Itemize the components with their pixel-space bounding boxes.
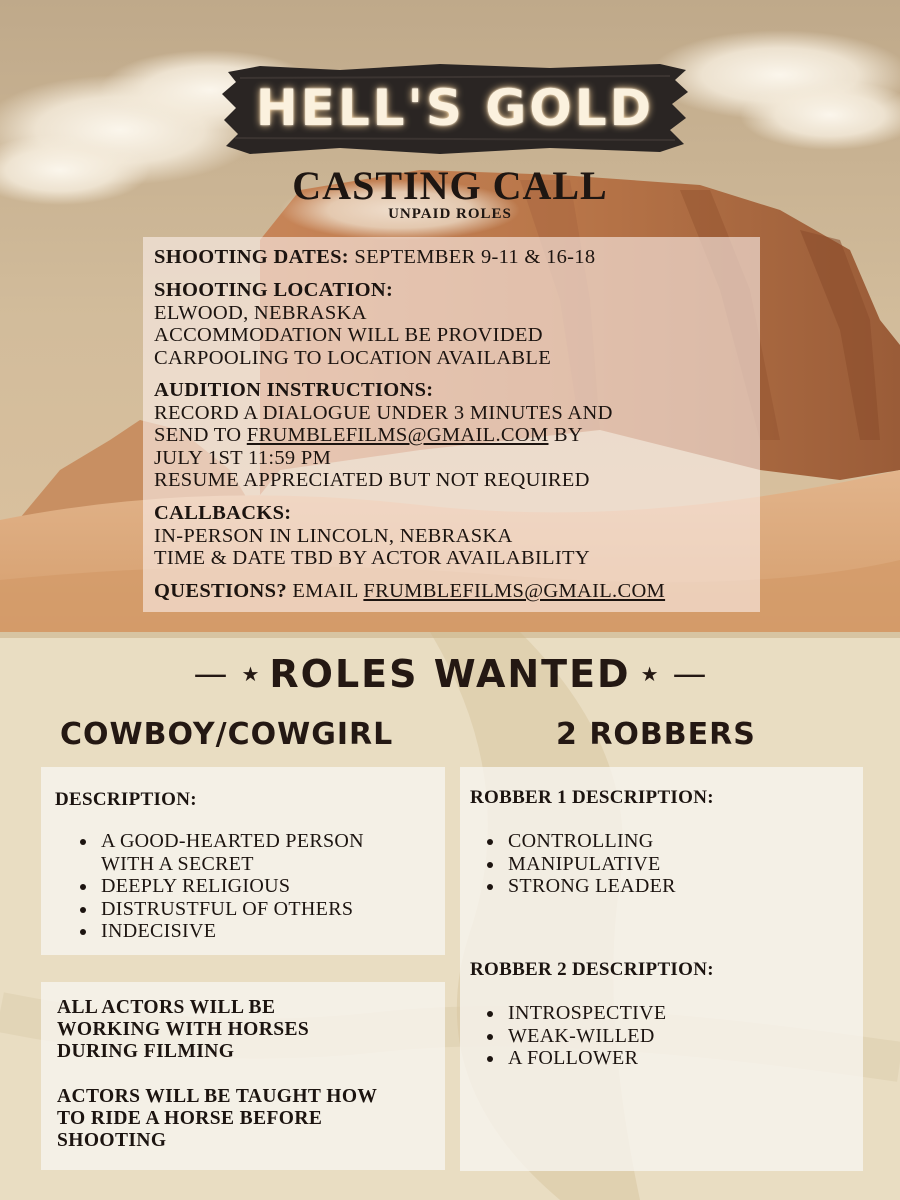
questions-email-link[interactable]: FRUMBLEFILMS@GMAIL.COM — [363, 580, 666, 602]
audition-instructions-label: AUDITION INSTRUCTIONS: — [154, 379, 434, 401]
list-item: STRONG LEADER — [474, 875, 844, 898]
robber1-traits-list — [474, 830, 844, 898]
audition-email-link[interactable]: FRUMBLEFILMS@GMAIL.COM — [246, 424, 549, 446]
questions: QUESTIONS? EMAIL FRUMBLEFILMS@GMAIL.COM — [154, 580, 666, 602]
left-dash: — — [193, 654, 228, 694]
roles-section — [0, 632, 900, 1200]
shooting-info-panel — [143, 237, 760, 612]
list-item: MANIPULATIVE — [474, 853, 844, 876]
carpooling-note: CARPOOLING TO LOCATION AVAILABLE — [154, 346, 552, 369]
shooting-location — [154, 279, 752, 369]
unpaid-roles-tagline: UNPAID ROLES — [388, 206, 512, 222]
callbacks-location: IN-PERSON IN LINCOLN, NEBRASKA — [154, 524, 513, 547]
riding-lessons-note: ACTORS WILL BE TAUGHT HOW TO RIDE A HORSE BEFORE SHOOTING — [57, 1086, 377, 1151]
role-title-cowboy: COWBOY/COWGIRL — [60, 717, 394, 752]
cowboy-description-card — [41, 767, 445, 955]
left-star-icon: ★ — [241, 663, 260, 686]
roles-wanted-title: ROLES WANTED — [269, 652, 631, 696]
shooting-dates-value: SEPTEMBER 9-11 & 16-18 — [354, 246, 596, 268]
robber2-heading: ROBBER 2 DESCRIPTION: — [470, 959, 714, 980]
resume-note: RESUME APPRECIATED BUT NOT REQUIRED — [154, 469, 590, 491]
questions-label: QUESTIONS? — [154, 580, 287, 602]
right-star-icon: ★ — [640, 663, 659, 686]
right-dash: — — [672, 654, 707, 694]
casting-call-heading: CASTING CALL — [292, 163, 608, 208]
audition-line-1: RECORD A DIALOGUE UNDER 3 MINUTES AND — [154, 401, 613, 424]
roles-wanted-heading — [0, 652, 900, 696]
title-banner — [220, 58, 690, 158]
horse-notes-card — [41, 982, 445, 1170]
shooting-dates-label: SHOOTING DATES: — [154, 246, 349, 268]
location-city: ELWOOD, NEBRASKA — [154, 301, 367, 324]
audition-instructions — [154, 379, 752, 492]
audition-deadline: JULY 1ST 11:59 PM — [154, 446, 332, 469]
horses-note: ALL ACTORS WILL BE WORKING WITH HORSES DURING FILMING — [57, 997, 310, 1062]
accommodation-note: ACCOMMODATION WILL BE PROVIDED — [154, 324, 543, 346]
callbacks — [154, 502, 752, 570]
movie-title: HELL'S GOLD — [255, 79, 655, 137]
list-item: WEAK-WILLED — [474, 1025, 844, 1048]
list-item: CONTROLLING — [474, 830, 844, 853]
robbers-description-card — [460, 767, 863, 1171]
cowboy-description-heading: DESCRIPTION: — [55, 789, 197, 810]
robber2-traits-list — [474, 1002, 844, 1070]
list-item: DISTRUSTFUL OF OTHERS — [67, 898, 437, 921]
callbacks-timing: TIME & DATE TBD BY ACTOR AVAILABILITY — [154, 547, 590, 569]
list-item: INTROSPECTIVE — [474, 1002, 844, 1025]
robber1-heading: ROBBER 1 DESCRIPTION: — [470, 787, 714, 808]
list-item: A FOLLOWER — [474, 1047, 844, 1070]
list-item: DEEPLY RELIGIOUS — [67, 875, 437, 898]
cowboy-traits-list — [67, 830, 437, 943]
list-item: A GOOD-HEARTED PERSON WITH A SECRET — [67, 830, 391, 875]
shooting-dates — [154, 246, 752, 269]
shooting-location-label: SHOOTING LOCATION: — [154, 279, 394, 301]
audition-line-2: SEND TO FRUMBLEFILMS@GMAIL.COM BY — [154, 424, 583, 446]
role-title-robbers: 2 ROBBERS — [556, 717, 756, 752]
list-item: INDECISIVE — [67, 920, 437, 943]
callbacks-label: CALLBACKS: — [154, 502, 292, 524]
